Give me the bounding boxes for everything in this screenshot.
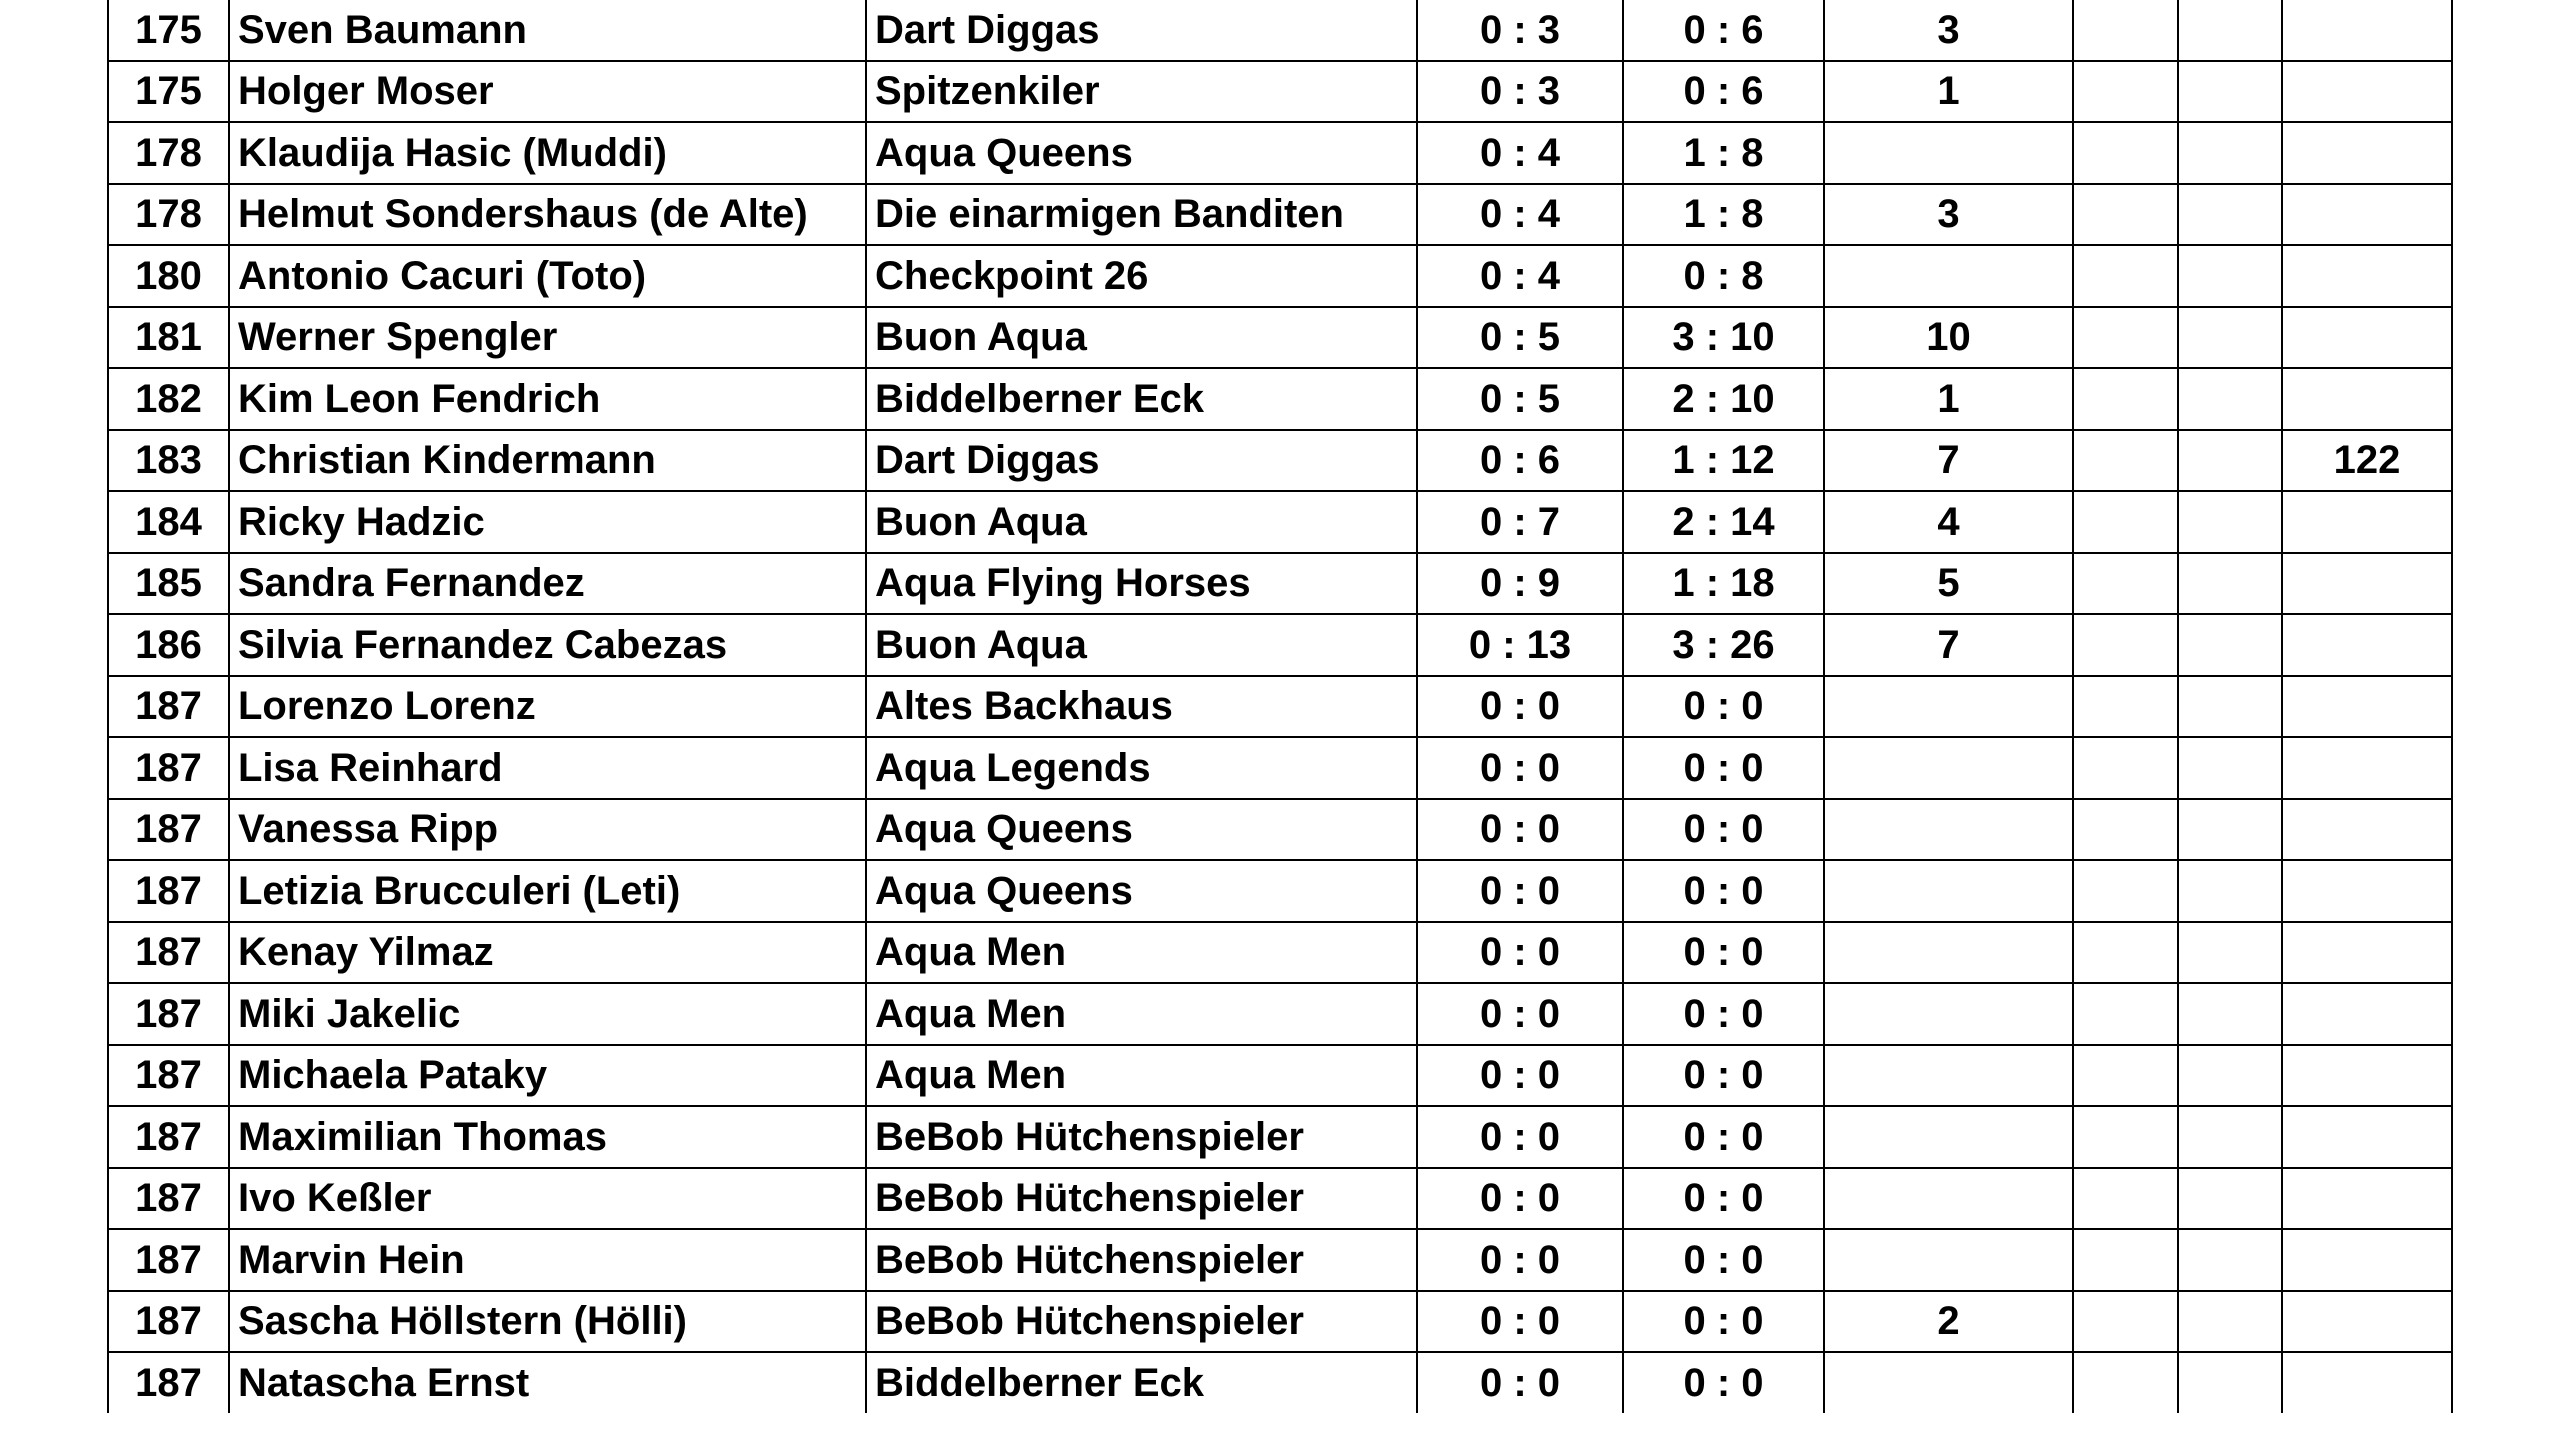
extra-cell-1	[2073, 1229, 2178, 1291]
legs-score-cell: 0 : 0	[1623, 1106, 1824, 1168]
table-row	[108, 1168, 2452, 1230]
table-row	[108, 1291, 2452, 1353]
table-row	[108, 1045, 2452, 1107]
legs-score-cell: 1 : 18	[1623, 553, 1824, 615]
count-cell	[1824, 245, 2073, 307]
rank-cell: 175	[108, 0, 229, 61]
games-score-cell: 0 : 7	[1417, 491, 1623, 553]
rank-cell: 187	[108, 737, 229, 799]
table-row	[108, 491, 2452, 553]
legs-score-cell: 0 : 0	[1623, 983, 1824, 1045]
extra-cell-3	[2282, 614, 2452, 676]
extra-cell-2	[2178, 1045, 2282, 1107]
legs-score-cell: 2 : 14	[1623, 491, 1824, 553]
rank-cell: 187	[108, 1168, 229, 1230]
player-name-cell: Sascha Höllstern (Hölli)	[229, 1291, 866, 1353]
legs-score-cell: 0 : 0	[1623, 799, 1824, 861]
count-cell	[1824, 122, 2073, 184]
table-row	[108, 553, 2452, 615]
count-cell: 2	[1824, 1291, 2073, 1353]
team-name-cell: BeBob Hütchenspieler	[866, 1168, 1417, 1230]
games-score-cell: 0 : 3	[1417, 0, 1623, 61]
player-name-cell: Holger Moser	[229, 61, 866, 123]
legs-score-cell: 0 : 0	[1623, 676, 1824, 738]
games-score-cell: 0 : 5	[1417, 368, 1623, 430]
team-name-cell: BeBob Hütchenspieler	[866, 1106, 1417, 1168]
extra-cell-3	[2282, 860, 2452, 922]
count-cell: 5	[1824, 553, 2073, 615]
player-name-cell: Werner Spengler	[229, 307, 866, 369]
team-name-cell: Aqua Legends	[866, 737, 1417, 799]
rank-cell: 180	[108, 245, 229, 307]
rank-cell: 187	[108, 922, 229, 984]
player-name-cell: Christian Kindermann	[229, 430, 866, 492]
extra-cell-3	[2282, 368, 2452, 430]
player-name-cell: Klaudija Hasic (Muddi)	[229, 122, 866, 184]
rank-cell: 187	[108, 860, 229, 922]
player-name-cell: Kenay Yilmaz	[229, 922, 866, 984]
count-cell	[1824, 1106, 2073, 1168]
player-name-cell: Sven Baumann	[229, 0, 866, 61]
table-row	[108, 983, 2452, 1045]
player-name-cell: Silvia Fernandez Cabezas	[229, 614, 866, 676]
team-name-cell: Aqua Queens	[866, 122, 1417, 184]
legs-score-cell: 0 : 8	[1623, 245, 1824, 307]
table-row	[108, 368, 2452, 430]
team-name-cell: BeBob Hütchenspieler	[866, 1229, 1417, 1291]
player-name-cell: Lisa Reinhard	[229, 737, 866, 799]
team-name-cell: Buon Aqua	[866, 307, 1417, 369]
games-score-cell: 0 : 0	[1417, 799, 1623, 861]
count-cell	[1824, 860, 2073, 922]
extra-cell-2	[2178, 676, 2282, 738]
extra-cell-1	[2073, 430, 2178, 492]
extra-cell-3	[2282, 1168, 2452, 1230]
extra-cell-1	[2073, 922, 2178, 984]
player-name-cell: Sandra Fernandez	[229, 553, 866, 615]
player-name-cell: Michaela Pataky	[229, 1045, 866, 1107]
table-row	[108, 245, 2452, 307]
table-row	[108, 430, 2452, 492]
extra-cell-1	[2073, 245, 2178, 307]
count-cell: 3	[1824, 184, 2073, 246]
games-score-cell: 0 : 0	[1417, 1045, 1623, 1107]
player-name-cell: Lorenzo Lorenz	[229, 676, 866, 738]
extra-cell-3	[2282, 122, 2452, 184]
extra-cell-1	[2073, 0, 2178, 61]
games-score-cell: 0 : 0	[1417, 1168, 1623, 1230]
games-score-cell: 0 : 0	[1417, 860, 1623, 922]
extra-cell-2	[2178, 184, 2282, 246]
extra-cell-3	[2282, 1106, 2452, 1168]
rank-cell: 185	[108, 553, 229, 615]
team-name-cell: Spitzenkiler	[866, 61, 1417, 123]
team-name-cell: Buon Aqua	[866, 614, 1417, 676]
extra-cell-2	[2178, 1106, 2282, 1168]
games-score-cell: 0 : 0	[1417, 983, 1623, 1045]
table-row	[108, 1106, 2452, 1168]
ranking-table-body	[108, 0, 2452, 1413]
team-name-cell: Biddelberner Eck	[866, 1352, 1417, 1413]
count-cell	[1824, 799, 2073, 861]
extra-cell-3	[2282, 184, 2452, 246]
legs-score-cell: 2 : 10	[1623, 368, 1824, 430]
legs-score-cell: 0 : 0	[1623, 860, 1824, 922]
extra-cell-2	[2178, 1229, 2282, 1291]
extra-cell-1	[2073, 983, 2178, 1045]
legs-score-cell: 0 : 0	[1623, 1045, 1824, 1107]
extra-cell-1	[2073, 184, 2178, 246]
extra-cell-2	[2178, 245, 2282, 307]
table-row	[108, 676, 2452, 738]
count-cell	[1824, 1229, 2073, 1291]
rank-cell: 187	[108, 983, 229, 1045]
table-row	[108, 0, 2452, 61]
extra-cell-3	[2282, 799, 2452, 861]
team-name-cell: Aqua Men	[866, 922, 1417, 984]
player-name-cell: Antonio Cacuri (Toto)	[229, 245, 866, 307]
extra-cell-1	[2073, 491, 2178, 553]
rank-cell: 186	[108, 614, 229, 676]
table-row	[108, 1352, 2452, 1413]
legs-score-cell: 1 : 8	[1623, 122, 1824, 184]
extra-cell-2	[2178, 553, 2282, 615]
extra-cell-1	[2073, 1045, 2178, 1107]
table-row	[108, 860, 2452, 922]
table-row	[108, 122, 2452, 184]
team-name-cell: Dart Diggas	[866, 430, 1417, 492]
team-name-cell: Dart Diggas	[866, 0, 1417, 61]
legs-score-cell: 1 : 8	[1623, 184, 1824, 246]
player-name-cell: Helmut Sondershaus (de Alte)	[229, 184, 866, 246]
extra-cell-1	[2073, 307, 2178, 369]
extra-cell-1	[2073, 614, 2178, 676]
extra-cell-3	[2282, 0, 2452, 61]
rank-cell: 181	[108, 307, 229, 369]
table-row	[108, 61, 2452, 123]
rank-cell: 187	[108, 1045, 229, 1107]
table-row	[108, 614, 2452, 676]
table-row	[108, 307, 2452, 369]
legs-score-cell: 0 : 6	[1623, 0, 1824, 61]
extra-cell-1	[2073, 1106, 2178, 1168]
team-name-cell: Altes Backhaus	[866, 676, 1417, 738]
extra-cell-2	[2178, 491, 2282, 553]
count-cell	[1824, 1045, 2073, 1107]
rank-cell: 183	[108, 430, 229, 492]
legs-score-cell: 0 : 0	[1623, 1229, 1824, 1291]
rank-cell: 187	[108, 1291, 229, 1353]
count-cell: 10	[1824, 307, 2073, 369]
team-name-cell: Die einarmigen Banditen	[866, 184, 1417, 246]
count-cell: 1	[1824, 61, 2073, 123]
player-name-cell: Marvin Hein	[229, 1229, 866, 1291]
games-score-cell: 0 : 4	[1417, 245, 1623, 307]
rank-cell: 187	[108, 1229, 229, 1291]
legs-score-cell: 0 : 0	[1623, 1168, 1824, 1230]
extra-cell-3: 122	[2282, 430, 2452, 492]
count-cell	[1824, 737, 2073, 799]
player-name-cell: Letizia Brucculeri (Leti)	[229, 860, 866, 922]
games-score-cell: 0 : 4	[1417, 184, 1623, 246]
count-cell: 3	[1824, 0, 2073, 61]
count-cell: 7	[1824, 430, 2073, 492]
extra-cell-1	[2073, 676, 2178, 738]
games-score-cell: 0 : 0	[1417, 1229, 1623, 1291]
extra-cell-1	[2073, 122, 2178, 184]
extra-cell-1	[2073, 61, 2178, 123]
games-score-cell: 0 : 6	[1417, 430, 1623, 492]
extra-cell-1	[2073, 737, 2178, 799]
legs-score-cell: 0 : 0	[1623, 1291, 1824, 1353]
table-row	[108, 1229, 2452, 1291]
team-name-cell: Aqua Queens	[866, 799, 1417, 861]
rank-cell: 178	[108, 184, 229, 246]
team-name-cell: BeBob Hütchenspieler	[866, 1291, 1417, 1353]
team-name-cell: Aqua Queens	[866, 860, 1417, 922]
team-name-cell: Biddelberner Eck	[866, 368, 1417, 430]
legs-score-cell: 1 : 12	[1623, 430, 1824, 492]
extra-cell-3	[2282, 676, 2452, 738]
games-score-cell: 0 : 5	[1417, 307, 1623, 369]
legs-score-cell: 0 : 0	[1623, 922, 1824, 984]
extra-cell-1	[2073, 1168, 2178, 1230]
rank-cell: 187	[108, 676, 229, 738]
count-cell	[1824, 1168, 2073, 1230]
extra-cell-2	[2178, 430, 2282, 492]
extra-cell-3	[2282, 737, 2452, 799]
extra-cell-2	[2178, 122, 2282, 184]
games-score-cell: 0 : 0	[1417, 1352, 1623, 1413]
extra-cell-3	[2282, 553, 2452, 615]
rank-cell: 178	[108, 122, 229, 184]
extra-cell-2	[2178, 61, 2282, 123]
games-score-cell: 0 : 3	[1417, 61, 1623, 123]
rank-cell: 187	[108, 799, 229, 861]
count-cell	[1824, 1352, 2073, 1413]
rank-cell: 187	[108, 1352, 229, 1413]
table-row	[108, 799, 2452, 861]
player-name-cell: Vanessa Ripp	[229, 799, 866, 861]
count-cell: 4	[1824, 491, 2073, 553]
extra-cell-2	[2178, 1291, 2282, 1353]
games-score-cell: 0 : 9	[1417, 553, 1623, 615]
team-name-cell: Aqua Flying Horses	[866, 553, 1417, 615]
ranking-table	[107, 0, 2453, 1413]
games-score-cell: 0 : 0	[1417, 737, 1623, 799]
player-name-cell: Ricky Hadzic	[229, 491, 866, 553]
legs-score-cell: 0 : 0	[1623, 737, 1824, 799]
extra-cell-1	[2073, 553, 2178, 615]
extra-cell-1	[2073, 368, 2178, 430]
extra-cell-1	[2073, 1291, 2178, 1353]
extra-cell-1	[2073, 799, 2178, 861]
games-score-cell: 0 : 13	[1417, 614, 1623, 676]
extra-cell-1	[2073, 1352, 2178, 1413]
legs-score-cell: 3 : 10	[1623, 307, 1824, 369]
count-cell: 7	[1824, 614, 2073, 676]
extra-cell-2	[2178, 1352, 2282, 1413]
games-score-cell: 0 : 4	[1417, 122, 1623, 184]
extra-cell-2	[2178, 983, 2282, 1045]
extra-cell-3	[2282, 1352, 2452, 1413]
player-name-cell: Maximilian Thomas	[229, 1106, 866, 1168]
count-cell	[1824, 922, 2073, 984]
player-name-cell: Ivo Keßler	[229, 1168, 866, 1230]
table-row	[108, 184, 2452, 246]
player-name-cell: Miki Jakelic	[229, 983, 866, 1045]
count-cell	[1824, 676, 2073, 738]
extra-cell-3	[2282, 1291, 2452, 1353]
extra-cell-2	[2178, 799, 2282, 861]
extra-cell-3	[2282, 491, 2452, 553]
extra-cell-2	[2178, 860, 2282, 922]
extra-cell-2	[2178, 368, 2282, 430]
games-score-cell: 0 : 0	[1417, 922, 1623, 984]
team-name-cell: Aqua Men	[866, 1045, 1417, 1107]
games-score-cell: 0 : 0	[1417, 1106, 1623, 1168]
team-name-cell: Aqua Men	[866, 983, 1417, 1045]
extra-cell-3	[2282, 245, 2452, 307]
extra-cell-3	[2282, 1045, 2452, 1107]
extra-cell-2	[2178, 737, 2282, 799]
rank-cell: 184	[108, 491, 229, 553]
extra-cell-3	[2282, 983, 2452, 1045]
rank-cell: 187	[108, 1106, 229, 1168]
games-score-cell: 0 : 0	[1417, 1291, 1623, 1353]
player-name-cell: Natascha Ernst	[229, 1352, 866, 1413]
extra-cell-2	[2178, 0, 2282, 61]
extra-cell-3	[2282, 1229, 2452, 1291]
extra-cell-1	[2073, 860, 2178, 922]
rank-cell: 182	[108, 368, 229, 430]
player-name-cell: Kim Leon Fendrich	[229, 368, 866, 430]
games-score-cell: 0 : 0	[1417, 676, 1623, 738]
extra-cell-2	[2178, 922, 2282, 984]
count-cell	[1824, 983, 2073, 1045]
table-row	[108, 922, 2452, 984]
extra-cell-2	[2178, 614, 2282, 676]
team-name-cell: Checkpoint 26	[866, 245, 1417, 307]
legs-score-cell: 0 : 6	[1623, 61, 1824, 123]
legs-score-cell: 3 : 26	[1623, 614, 1824, 676]
extra-cell-3	[2282, 922, 2452, 984]
extra-cell-3	[2282, 307, 2452, 369]
team-name-cell: Buon Aqua	[866, 491, 1417, 553]
count-cell: 1	[1824, 368, 2073, 430]
extra-cell-3	[2282, 61, 2452, 123]
extra-cell-2	[2178, 307, 2282, 369]
rank-cell: 175	[108, 61, 229, 123]
table-row	[108, 737, 2452, 799]
extra-cell-2	[2178, 1168, 2282, 1230]
legs-score-cell: 0 : 0	[1623, 1352, 1824, 1413]
